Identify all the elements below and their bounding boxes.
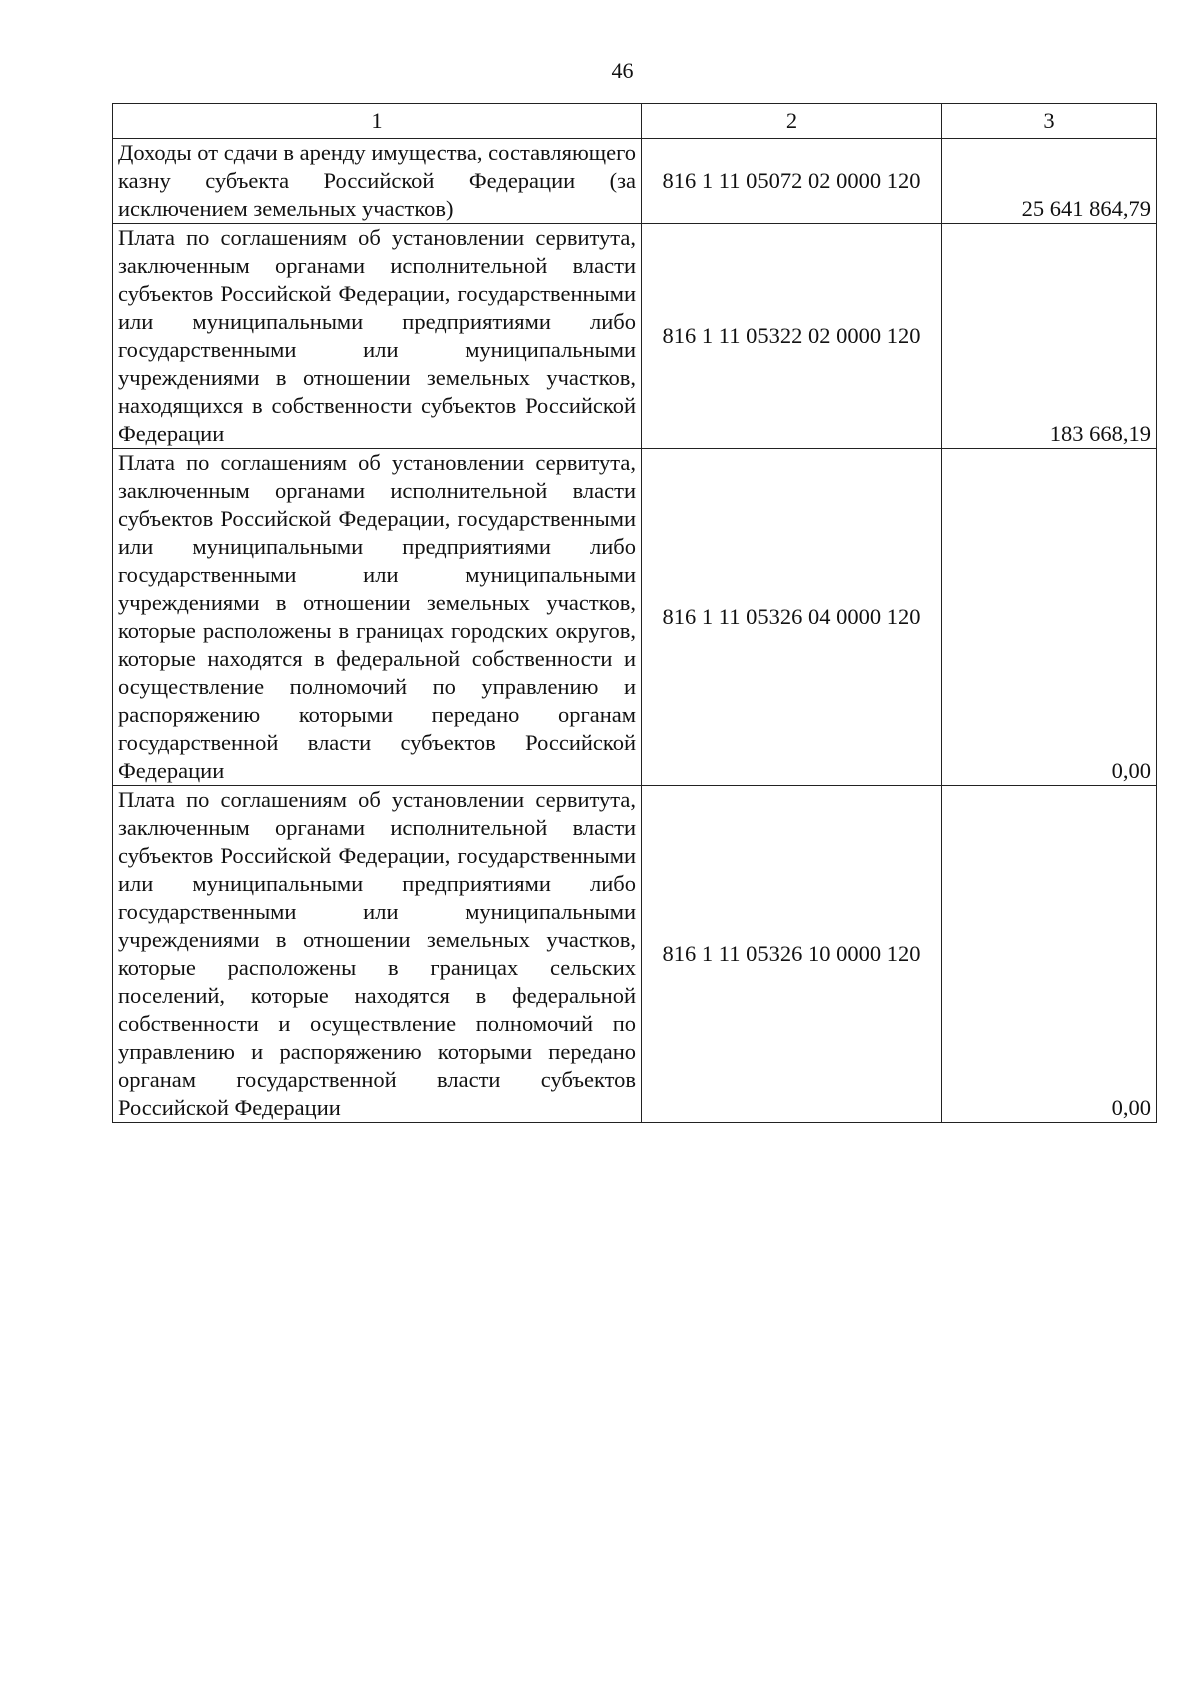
column-header-code: 2 xyxy=(642,104,942,139)
row-description: Доходы от сдачи в аренду имущества, составляющего казну субъекта Российской Федерации (за исключением земельных участков) xyxy=(113,139,642,224)
table-row xyxy=(113,786,1157,1123)
table-row xyxy=(113,139,1157,224)
row-amount: 0,00 xyxy=(942,786,1157,1123)
row-code: 816 1 11 05326 04 0000 120 xyxy=(642,449,942,786)
row-description: Плата по соглашениям об установлении сервитута, заключенным органами исполнительной власти субъектов Российской Федерации, государственными или муниципальными предприятиями либо государственными или муниципальными учреждениями в отношении земельных участков, которые расположены в границах городских округов, которые находятся в федеральной собственности и осуществление полномочий по управлению и распоряжению которыми передано органам государственной власти субъектов Российской Федерации xyxy=(113,449,642,786)
revenue-table xyxy=(112,103,1157,1123)
header-row xyxy=(113,104,1157,139)
column-header-amount: 3 xyxy=(942,104,1157,139)
table-row xyxy=(113,449,1157,786)
row-code: 816 1 11 05072 02 0000 120 xyxy=(642,139,942,224)
page-number: 46 xyxy=(611,58,634,83)
row-description: Плата по соглашениям об установлении сервитута, заключенным органами исполнительной власти субъектов Российской Федерации, государственными или муниципальными предприятиями либо государственными или муниципальными учреждениями в отношении земельных участков, которые расположены в границах сельских поселений, которые находятся в федеральной собственности и осуществление полномочий по управлению и распоряжению которыми передано органам государственной власти субъектов Российской Федерации xyxy=(113,786,642,1123)
column-header-description: 1 xyxy=(113,104,642,139)
row-code: 816 1 11 05322 02 0000 120 xyxy=(642,224,942,449)
table-row xyxy=(113,224,1157,449)
row-code: 816 1 11 05326 10 0000 120 xyxy=(642,786,942,1123)
row-amount: 183 668,19 xyxy=(942,224,1157,449)
row-amount: 0,00 xyxy=(942,449,1157,786)
row-amount: 25 641 864,79 xyxy=(942,139,1157,224)
row-description: Плата по соглашениям об установлении сервитута, заключенным органами исполнительной власти субъектов Российской Федерации, государственными или муниципальными предприятиями либо государственными или муниципальными учреждениями в отношении земельных участков, находящихся в собственности субъектов Российской Федерации xyxy=(113,224,642,449)
